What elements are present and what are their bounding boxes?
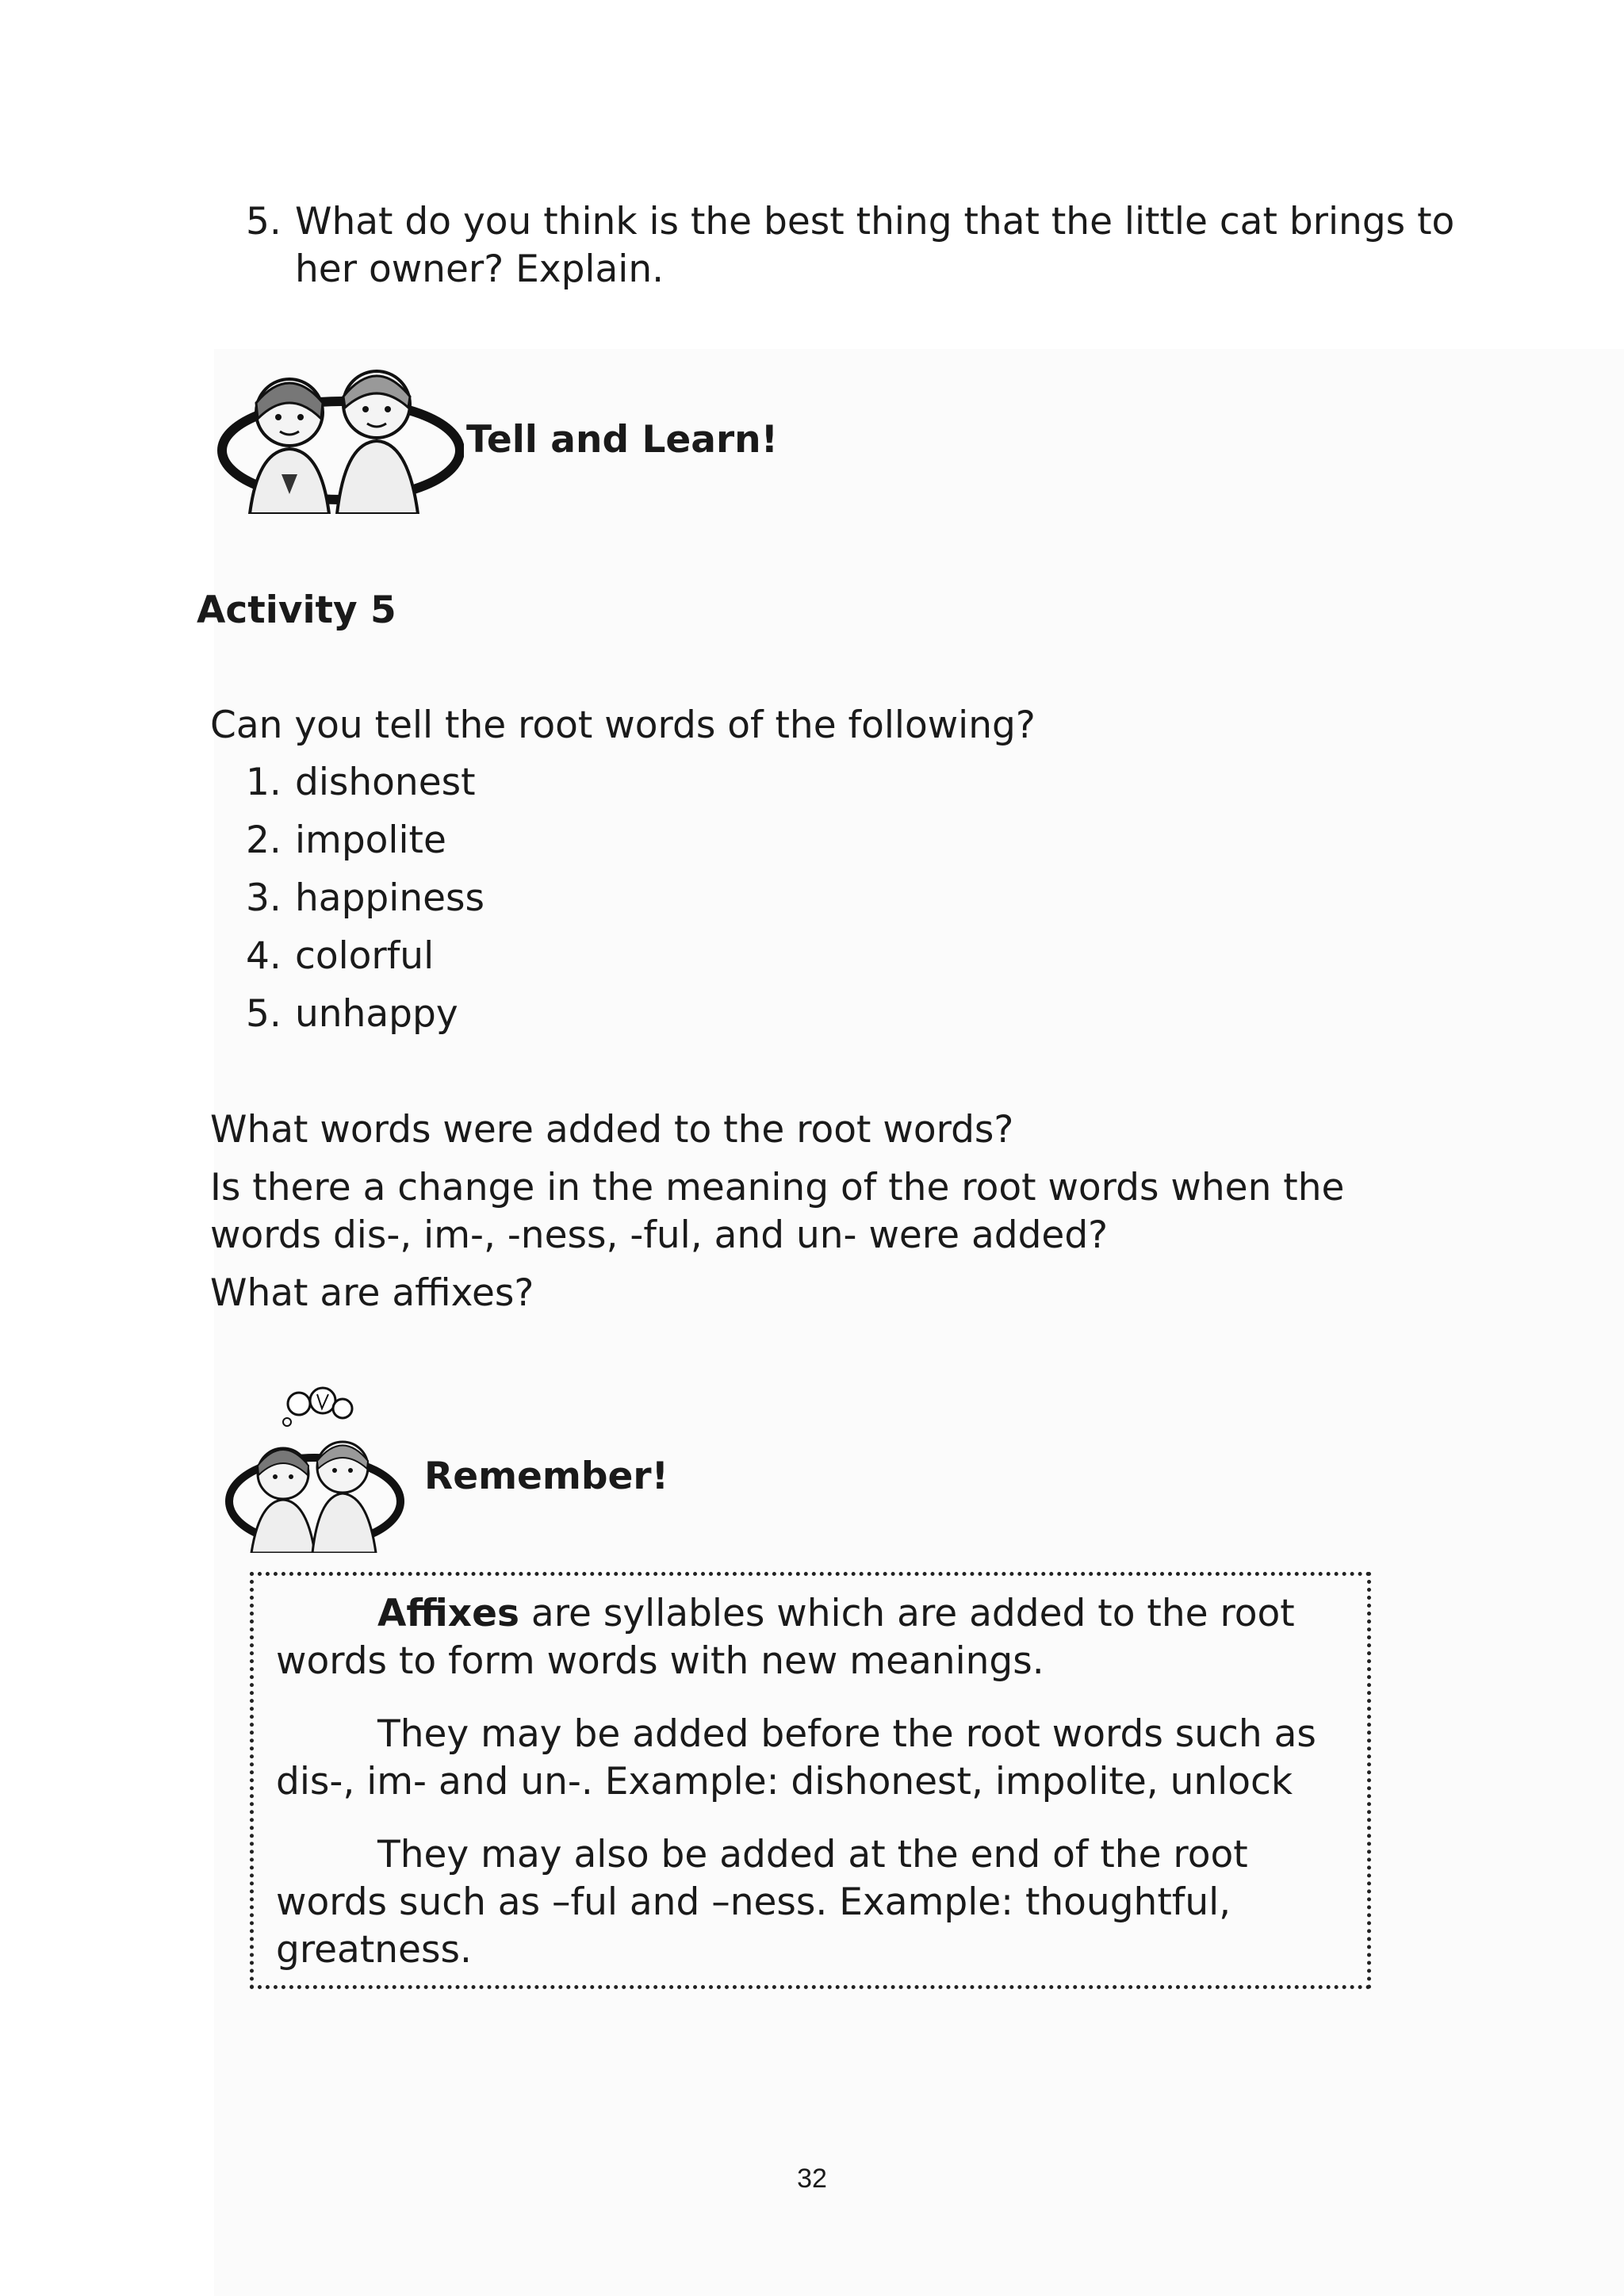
list-item: 4. colorful [246, 934, 435, 978]
activity-prompt: Can you tell the root words of the following? [210, 703, 1036, 747]
children-thinking-icon [224, 1386, 406, 1553]
box-paragraph-line: dis-, im- and un-. Example: dishonest, impolite, unlock [276, 1760, 1293, 1803]
box-paragraph-line: They may be added before the root words such as [377, 1712, 1316, 1756]
box-paragraph-line: Affixes are syllables which are added to the root [377, 1592, 1295, 1635]
question-5: 5. What do you think is the best thing that the little cat brings to [246, 200, 1455, 243]
list-item: 1. dishonest [246, 761, 476, 804]
list-item: 3. happiness [246, 876, 485, 920]
box-paragraph-line: words such as –ful and –ness. Example: thoughtful, [276, 1880, 1231, 1924]
list-item: 2. impolite [246, 818, 446, 862]
question-continued: words dis-, im-, -ness, -ful, and un- were added? [210, 1213, 1109, 1257]
page-background [214, 349, 1624, 2296]
section-heading-remember: Remember! [424, 1455, 669, 1498]
question-5-continued: her owner? Explain. [295, 247, 665, 291]
question: What words were added to the root words? [210, 1108, 1014, 1152]
box-paragraph-line: They may also be added at the end of the root [377, 1833, 1248, 1876]
children-talking-icon [210, 355, 464, 514]
question: What are affixes? [210, 1271, 534, 1315]
question: Is there a change in the meaning of the root words when the [210, 1166, 1345, 1209]
affixes-definition-box [250, 1572, 1371, 1989]
list-item: 5. unhappy [246, 992, 458, 1036]
activity-title: Activity 5 [197, 588, 396, 632]
box-paragraph-line: greatness. [276, 1928, 472, 1972]
box-paragraph-line: words to form words with new meanings. [276, 1639, 1044, 1683]
page-number: 32 [797, 2164, 827, 2194]
section-heading-tell-and-learn: Tell and Learn! [466, 418, 779, 462]
